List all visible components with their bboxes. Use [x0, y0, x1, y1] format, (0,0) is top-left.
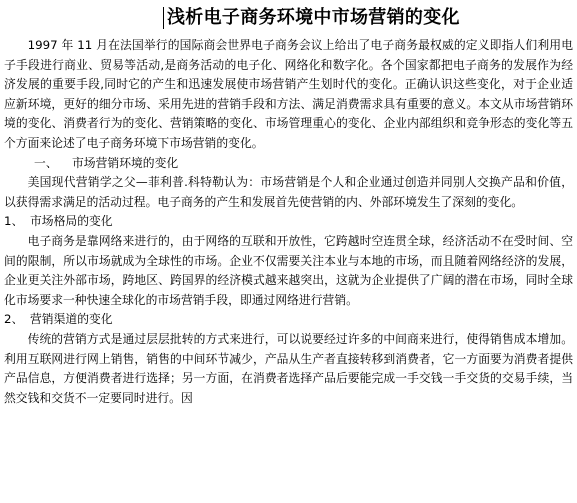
- document-body: [4, 36, 573, 408]
- subsection-heading-text: 市场格局的变化: [30, 214, 113, 229]
- subsection-paragraph: 电子商务是靠网络来进行的，由于网络的互联和开放性，它跨越时空连贯全球，经济活动不在受时间、空间的限制，所以市场就成为全球性的市场。企业不仅需要关注本业与本地的市场，而且随着网络经济的发展，企业更关注外部市场，跨地区、跨国界的经济模式越来越突出，这就为企业提供了广阔的潜在市场，同时全球化市场要求一种快速全球化的市场营销手段，即通过网络进行营销。: [4, 233, 573, 307]
- section-paragraph: 美国现代营销学之父—菲利普.科特勒认为：市场营销是个人和企业通过创造并同别人交换产品和价值，以获得需求满足的活动过程。电子商务的产生和发展首先使营销的内、外部环境发生了深刻的变化。: [4, 175, 573, 209]
- subsection-number: 1、: [4, 214, 24, 229]
- text-cursor: [163, 7, 164, 29]
- subsection-number: 2、: [4, 312, 24, 327]
- section-number: 一、: [34, 155, 58, 170]
- subsection-heading: [4, 310, 573, 330]
- subsection-heading: [4, 212, 573, 232]
- section-heading-text: 市场营销环境的变化: [72, 155, 179, 170]
- document-title: 浅析电子商务环境中市场营销的变化: [167, 7, 460, 28]
- subsection-paragraph: 传统的营销方式是通过层层批转的方式来进行，可以说要经过许多的中间商来进行，使得销售成本增加。利用互联网进行网上销售，销售的中间环节减少，产品从生产者直接转移到消费者，它一方面要为消费者提供产品信息，方便消费者进行选择；另一方面，在消费者选择产品后要能完成一手交钱一手交货的交易手续，当然交钱和交货不一定要同时进行。因: [4, 331, 573, 405]
- subsection-heading-text: 营销渠道的变化: [30, 312, 113, 327]
- section-heading: [4, 154, 573, 174]
- intro-paragraph: 1997 年 11 月在法国举行的国际商会世界电子商务会议上给出了电子商务最权威的定义即指人们利用电子手段进行商业、贸易等活动,是商务活动的电子化、网络化和数字化。各个国家都把电子商务的发展作为经济发展的重要手段,同时它的产生和迅速发展使市场营销产生划时代的变化。正确认识这些变化，对于企业适应新环境，更好的细分市场、采用先进的营销手段和方法、满足消费需求具有重要的意义。本文从市场营销环境的变化、消费者行为的变化、营销策略的变化、市场管理重心的变化、企业内部组织和竞争形态的变化等五个方面来论述了电子商务环境下市场营销的变化。: [4, 38, 573, 150]
- title-row: [0, 5, 577, 31]
